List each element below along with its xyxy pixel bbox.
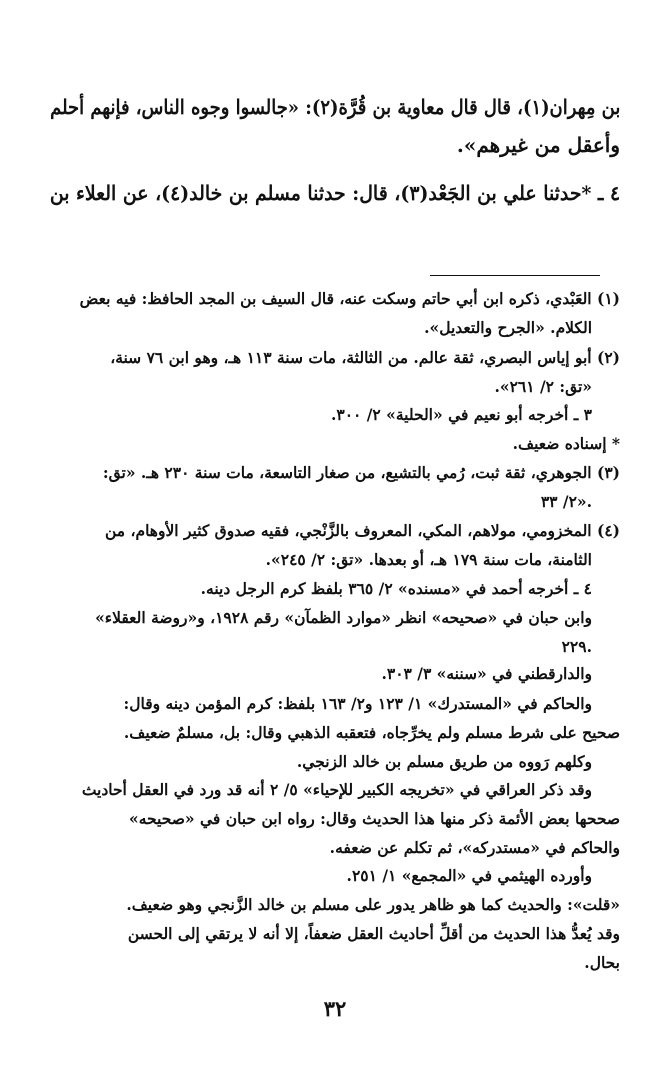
footnote-line: (٣) الجوهري، ثقة ثبت، رُمي بالتشيع، من صغار التاسعة، مات سنة ٢٣٠ هـ. «تق:	[102, 463, 620, 482]
footnote-line: «قلت»: والحديث كما هو ظاهر يدور على مسلم بن خالد الزَّنجي وهو ضعيف.	[126, 895, 620, 914]
footnote-line: صححها بعض الأئمة ذكر منها هذا الحديث وقال: رواه ابن حبان في «صحيحه»	[129, 809, 620, 828]
footnote-line: (٤) المخزومي، مولاهم، المكي، المعروف بالزَّنْجي، فقيه صدوق كثير الأوهام، من	[104, 521, 620, 540]
main-text-line-3: ٤ ـ *حدثنا علي بن الجَعْد(٣)، قال: حدثنا مسلم بن خالد(٤)، عن العلاء بن	[49, 181, 620, 205]
footnote-line: والحاكم في «المستدرك» ١/ ١٢٣ و٢/ ١٦٣ بلفظ: كرم المؤمن دينه وقال:	[123, 694, 592, 713]
footnote-line: ٤ ـ أخرجه أحمد في «مسنده» ٢/ ٣٦٥ بلفظ كرم الرجل دينه.	[200, 579, 592, 598]
footnote-line: وأورده الهيثمي في «المجمع» ١/ ٢٥١.	[346, 866, 592, 885]
main-text-line-1: بن مِهران(١)، قال قال معاوية بن قُرَّة(٢): «جالسوا وجوه الناس، فإنهم أحلم	[49, 95, 620, 119]
footnote-line: وكلهم رَووه من طريق مسلم بن خالد الزنجي.	[296, 752, 592, 771]
footnote-line: صحيح على شرط مسلم ولم يخرِّجاه، فتعقبه الذهبي وقال: بل، مسلمٌ ضعيف.	[123, 723, 620, 742]
page-number: ٣٢	[323, 996, 347, 1021]
footnote-line: ٣ ـ أخرجه أبو نعيم في «الحلية» ٢/ ٣٠٠.	[330, 405, 592, 424]
footnote-line: ٢/ ٣٣».	[540, 492, 592, 511]
footnote-line: «تق: ٢/ ٢٦١».	[494, 377, 592, 396]
footnote-line: الكلام. «الجرح والتعديل».	[424, 318, 592, 337]
footnote-line: والدارقطني في «سننه» ٣/ ٣٠٣.	[381, 664, 592, 683]
main-text-line-2: وأعقل من غيرهم».	[456, 133, 620, 157]
footnote-line: * إسناده ضعيف.	[512, 434, 620, 453]
footnote-line: وقد يُعدُّ هذا الحديث من أقلِّ أحاديث العقل ضعفاً، إلا أنه لا يرتقي إلى الحسن	[127, 924, 620, 943]
footnote-line: (١) العَبْدي، ذكره ابن أبي حاتم وسكت عنه، قال السيف بن المجد الحافظ: فيه بعض	[79, 289, 620, 308]
footnote-line: وقد ذكر العراقي في «تخريجه الكبير للإحياء» ٥/ ٢ أنه قد ورد في العقل أحاديث	[81, 780, 592, 799]
footnote-line: الثامنة، مات سنة ١٧٩ هـ، أو بعدها. «تق: ٢/ ٢٤٥».	[265, 550, 592, 569]
footnote-line: والحاكم في «مستدركه»، ثم تكلم عن ضعفه.	[329, 838, 620, 857]
footnote-line: وابن حبان في «صحيحه» انظر «موارد الظمآن» رقم ١٩٢٨، و«روضة العقلاء»	[95, 608, 592, 627]
footnote-separator	[430, 275, 600, 276]
footnote-line: (٢) أبو إياس البصري، ثقة عالم. من الثالثة، مات سنة ١١٣ هـ، وهو ابن ٧٦ سنة،	[110, 348, 620, 367]
footnote-line: بحال.	[584, 953, 620, 972]
footnote-line: ٢٢٩.	[561, 637, 592, 656]
